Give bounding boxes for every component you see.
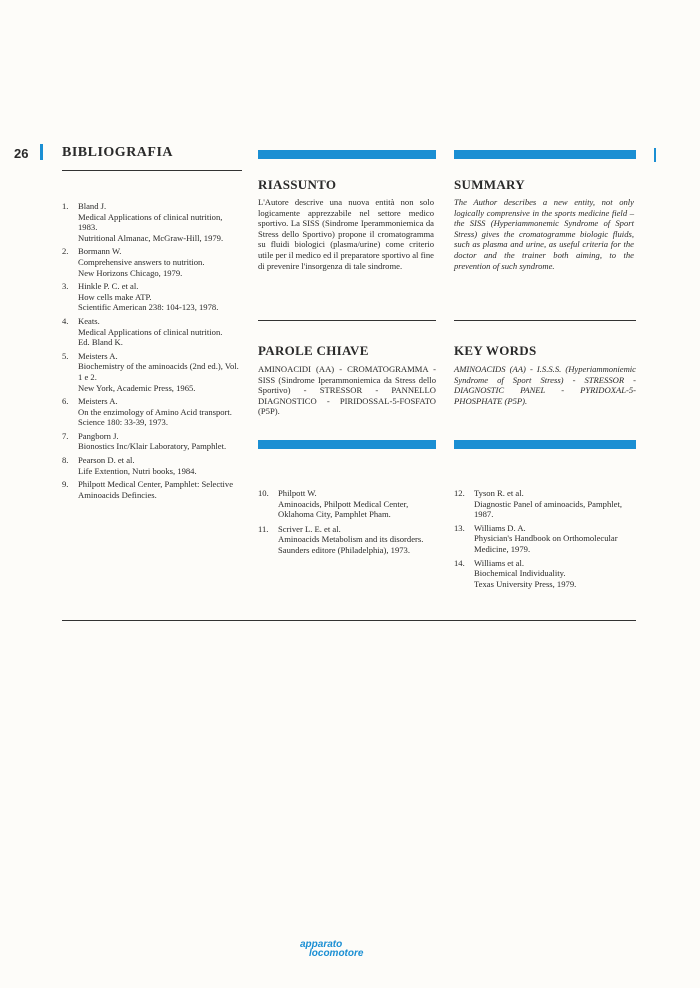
reference-item bbox=[62, 201, 240, 243]
reference-number: 13. bbox=[454, 522, 465, 533]
reference-item bbox=[62, 316, 240, 348]
reference-number: 6. bbox=[62, 396, 69, 407]
reference-number: 2. bbox=[62, 246, 69, 257]
reference-line: Pearson D. et al. bbox=[78, 455, 135, 466]
reference-number: 3. bbox=[62, 281, 69, 292]
reference-number: 12. bbox=[454, 488, 465, 498]
reference-line: Texas University Press, 1979. bbox=[474, 578, 577, 589]
reference-list-col2 bbox=[258, 488, 436, 559]
reference-list-col1 bbox=[62, 201, 240, 503]
reference-number: 10. bbox=[258, 488, 269, 498]
logo-line-2: locomotore bbox=[309, 948, 364, 959]
reference-line: Science 180: 33-39, 1973. bbox=[78, 417, 168, 428]
riassunto-heading: RIASSUNTO bbox=[258, 177, 337, 192]
reference-line: Williams D. A. bbox=[474, 522, 526, 533]
reference-item bbox=[454, 558, 636, 590]
key-words-heading: KEY WORDS bbox=[454, 343, 537, 358]
riassunto-text: L'Autore descrive una nuova entità non solo logicamente apprezzabile nel settore medico sportivo. La SISS (Sindrome Iperammoniemica da Stress dello Sportivo) propone il cromatogramma su fluidi biologici (plasma/urine) come criterio utile per il medico ed il preparatore sportivo al fine di prevenire l'insorgenza di tale sindrome. bbox=[258, 197, 434, 271]
accent-bar-left bbox=[40, 144, 43, 160]
reference-number: 9. bbox=[62, 479, 69, 490]
summary-rule bbox=[454, 320, 636, 321]
accent-band-right bbox=[454, 150, 636, 159]
reference-number: 7. bbox=[62, 430, 69, 441]
reference-number: 1. bbox=[62, 201, 69, 211]
bibliography-rule bbox=[62, 170, 242, 171]
accent-band-middle bbox=[258, 150, 436, 159]
key-words-text: AMINOACIDS (AA) - I.S.S.S. (Hyperiammoniemic Syndrome of Sport Stress) - STRESSOR - DIAGNOSTIC PANEL - PYRIDOXAL-5-PHOSPHATE (P5P). bbox=[454, 364, 636, 406]
riassunto-rule bbox=[258, 320, 436, 321]
reference-line: Keats. bbox=[78, 315, 100, 326]
reference-number: 5. bbox=[62, 350, 69, 361]
reference-line: Medical Applications of clinical nutrition, 1983. bbox=[78, 211, 223, 233]
accent-band-right-lower bbox=[454, 440, 636, 449]
reference-item bbox=[62, 396, 240, 428]
reference-line: Meisters A. bbox=[78, 350, 118, 361]
reference-line: Bormann W. bbox=[78, 246, 122, 257]
reference-number: 11. bbox=[258, 523, 269, 534]
reference-line: Philpott Medical Center, Pamphlet: Selective Aminoacids Defincies. bbox=[78, 479, 234, 500]
reference-line: Scriver L. E. et al. bbox=[278, 523, 341, 534]
page-number: 26 bbox=[14, 146, 29, 161]
reference-line: Meisters A. bbox=[78, 396, 118, 407]
reference-line: Biochemical Individuality. bbox=[474, 568, 566, 579]
reference-line: Physician's Handbook on Orthomolecular Medicine, 1979. bbox=[474, 533, 618, 554]
reference-line: Philpott W. bbox=[278, 488, 317, 498]
summary-text: The Author describes a new entity, not only logically comprensive in the sports medicine field – the SISS (Hyperiammonemic Syndrome of Sport Stress) gives the cromatogramme biologic fluids, such as plasma and urine, as useful criteria for the doctor and the trainer both aiming, to the prevention of such syndrome. bbox=[454, 197, 634, 271]
accent-bar-right bbox=[654, 148, 656, 162]
reference-line: Aminoacids Metabolism and its disorders. bbox=[278, 534, 424, 545]
reference-item bbox=[454, 488, 636, 520]
reference-line: How cells make ATP. bbox=[78, 291, 152, 302]
reference-line: New York, Academic Press, 1965. bbox=[78, 382, 196, 393]
logo-line-1: apparato bbox=[300, 939, 343, 950]
reference-item bbox=[258, 488, 436, 520]
reference-line: Life Extention, Nutri books, 1984. bbox=[78, 465, 197, 476]
accent-band-middle-lower bbox=[258, 440, 436, 449]
reference-number: 4. bbox=[62, 315, 69, 326]
reference-item bbox=[258, 524, 436, 556]
reference-line: Pangborn J. bbox=[78, 430, 119, 441]
reference-item bbox=[62, 431, 240, 452]
reference-line: Nutritional Almanac, McGraw-Hill, 1979. bbox=[78, 232, 224, 243]
summary-heading: SUMMARY bbox=[454, 177, 525, 192]
reference-number: 14. bbox=[454, 557, 465, 568]
reference-line: Comprehensive answers to nutrition. bbox=[78, 256, 205, 267]
reference-line: Hinkle P. C. et al. bbox=[78, 281, 139, 292]
journal-logo bbox=[300, 940, 363, 958]
reference-line: Williams et al. bbox=[474, 557, 525, 568]
reference-line: Diagnostic Panel of aminoacids, Pamphlet, 1987. bbox=[474, 498, 622, 520]
bottom-rule bbox=[62, 620, 636, 621]
reference-line: Ed. Bland K. bbox=[78, 337, 123, 348]
reference-line: Aminoacids, Philpott Medical Center, Oklahoma City, Pamphlet Pham. bbox=[278, 498, 409, 520]
bibliography-title: BIBLIOGRAFIA bbox=[62, 145, 174, 160]
reference-line: Medical Applications of clinical nutrition. bbox=[78, 326, 223, 337]
reference-item bbox=[454, 523, 636, 555]
parole-chiave-heading: PAROLE CHIAVE bbox=[258, 343, 369, 358]
reference-item bbox=[62, 281, 240, 313]
reference-item bbox=[62, 351, 240, 393]
reference-line: Scientific American 238: 104-123, 1978. bbox=[78, 302, 219, 313]
reference-item bbox=[62, 246, 240, 278]
reference-line: Bionostics Inc/Klair Laboratory, Pamphlet. bbox=[78, 441, 227, 452]
reference-number: 8. bbox=[62, 455, 69, 466]
reference-line: New Horizons Chicago, 1979. bbox=[78, 267, 183, 278]
reference-line: Bland J. bbox=[78, 201, 107, 211]
reference-list-col3 bbox=[454, 488, 636, 592]
reference-line: Tyson R. et al. bbox=[474, 488, 524, 498]
parole-chiave-text: AMINOACIDI (AA) - CROMATOGRAMMA - SISS (Sindrome Iperammoniemica da Stress dello Sportivo) - STRESSOR - PANNELLO DIAGNOSTICO - PIRIDOSSAL-5-FOSFATO (P5P). bbox=[258, 364, 436, 417]
reference-item bbox=[62, 455, 240, 476]
reference-line: Biochemistry of the aminoacids (2nd ed.), Vol. 1 e 2. bbox=[78, 361, 239, 382]
reference-item bbox=[62, 479, 240, 500]
reference-line: On the enzimology of Amino Acid transport. bbox=[78, 406, 232, 417]
reference-line: Saunders editore (Philadelphia), 1973. bbox=[278, 544, 410, 555]
